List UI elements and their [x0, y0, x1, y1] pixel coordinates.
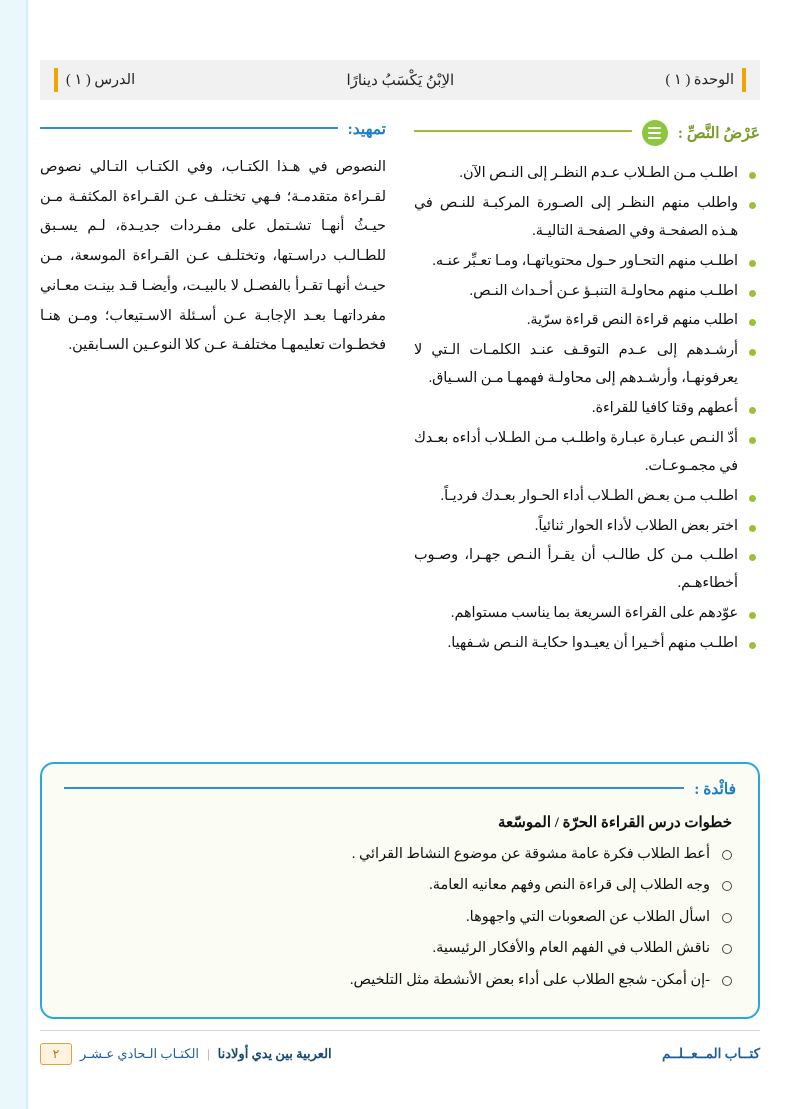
- intro-paragraph: النصوص في هـذا الكتـاب، وفي الكتـاب التـالي نصوص لقـراءة متقدمـة؛ فـهي تختلـف عـن القـراءة المكثفـة مـن حيـثُ أنهـا تشـتمل على مفـردات جديـدة، لـم يسـبق للطـالـب دراسـتها، وتختلـف عـن القـراءة الموسعة، مـن حيـث أنهـا تقـرأ بالفصـل لا بالبيـت، وأيضـا قـد بينـت معـاني مفرداتهـا بعـد الإجابـة عـن أسـئلة الاسـتيعاب؛ ومـن هنـا فخطـوات تعليمهـا مختلفـة عـن كلا النوعـين السـابقين.: [40, 159, 386, 354]
- benefit-title: فائْدة :: [694, 781, 736, 798]
- benefit-box: [40, 762, 760, 1019]
- page-footer: [40, 1030, 760, 1071]
- list-item: اطلـب منهم محاولـة التنبـؤ عـن أحـداث النـص.: [414, 278, 760, 306]
- presentation-list: [414, 160, 760, 658]
- presentation-title: عَرْضُ النَّصِّ :: [677, 124, 760, 142]
- list-item: اطلـب مـن كل طالـب أن يقـرأ النـص جهـرا، وصـوب أخطاءهـم.: [414, 542, 760, 598]
- footer-book-title: كتــاب المــعــلــم: [662, 1046, 760, 1061]
- header-unit-label: الوحدة ( ١ ): [665, 71, 734, 88]
- benefit-subtitle: خطوات درس القراءة الحرّة / الموسّعة: [497, 815, 732, 831]
- header-accent-bar-2: [54, 68, 58, 92]
- list-item: أعط الطلاب فكرة عامة مشوقة عن موضوع النشاط القرائي .: [64, 842, 736, 867]
- list-item: اطلـب مـن بعـض الطـلاب أداء الحـوار بعـدك فرديـاً.: [414, 483, 760, 511]
- left-edge-decoration: [0, 0, 26, 1109]
- main-columns: [40, 120, 760, 660]
- page-header: [40, 60, 760, 100]
- left-edge-line: [26, 0, 28, 1109]
- intro-rule: [40, 127, 338, 129]
- benefit-rule: [64, 787, 684, 789]
- list-item: اطلب منهم قراءة النص قراءة سرّية.: [414, 307, 760, 335]
- list-item: اطلـب منهم التحـاور حـول محتوياتهـا، ومـا تعـبِّر عنـه.: [414, 248, 760, 276]
- presentation-rule: [414, 130, 632, 132]
- list-item: ناقش الطلاب في الفهم العام والأفكار الرئيسية.: [64, 936, 736, 961]
- list-item: -إن أمكن- شجع الطلاب على أداء بعض الأنشطة مثل التلخيص.: [64, 968, 736, 993]
- page-number-badge: ٢: [40, 1043, 72, 1065]
- header-accent-bar: [742, 68, 746, 92]
- intro-title: تمهيد:: [347, 121, 386, 138]
- footer-brand-group: [40, 1043, 332, 1065]
- list-item: عوّدهم على القراءة السريعة بما يناسب مستواهم.: [414, 600, 760, 628]
- hamburger-menu-icon: [642, 120, 668, 146]
- footer-book-volume: الكتـاب الـحادي عـشـر: [80, 1046, 200, 1061]
- presentation-column: [414, 120, 760, 660]
- list-item: اطلـب مـن الطـلاب عـدم النظـر إلى النـص الآن.: [414, 160, 760, 188]
- list-item: أدّ النـص عبـارة عبـارة واطلـب مـن الطـلاب أداءه بعـدك في مجمـوعـات.: [414, 425, 760, 481]
- benefit-heading: [64, 780, 736, 799]
- list-item: وجه الطلاب إلى قراءة النص وفهم معانيه العامة.: [64, 873, 736, 898]
- list-item: أرشـدهم إلى عـدم التوقـف عنـد الكلمـات الـتي لا يعرفونهـا، وأرشـدهم إلى محاولـة فهمهـا مـن السـياق.: [414, 337, 760, 393]
- header-lesson-group: [54, 68, 135, 92]
- header-title: الاِبْنُ يَكْسَبُ دينارًا: [346, 72, 455, 89]
- list-item: اسأل الطلاب عن الصعوبات التي واجهوها.: [64, 905, 736, 930]
- list-item: أعطهم وقتا كافيا للقراءة.: [414, 395, 760, 423]
- benefit-list: [64, 842, 736, 993]
- list-item: اطلـب منهم أخـيرا أن يعيـدوا حكايـة النـص شـفهيا.: [414, 630, 760, 658]
- header-unit-group: [666, 68, 746, 92]
- header-lesson-label: الدرس ( ١ ): [66, 71, 136, 88]
- intro-column: [40, 120, 386, 361]
- list-item: واطلب منهم النظـر إلى الصـورة المركبـة للنـص في هـذه الصفحـة وفي الصفحـة التاليـة.: [414, 190, 760, 246]
- list-item: اختر بعض الطلاب لأداء الحوار ثنائياً.: [414, 513, 760, 541]
- intro-heading: [40, 120, 386, 139]
- footer-separator: |: [207, 1046, 210, 1061]
- footer-brand: العربية بين يدي أولادنا: [217, 1046, 332, 1061]
- presentation-heading: [414, 120, 760, 146]
